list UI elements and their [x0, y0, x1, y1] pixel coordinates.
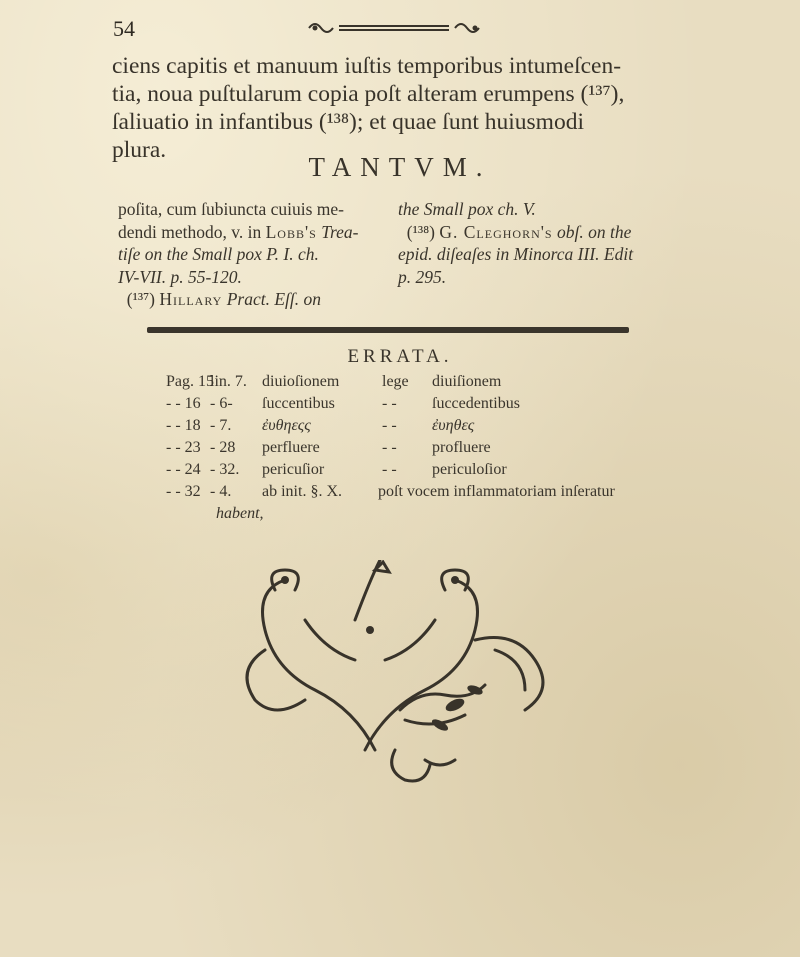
errata-wrong: diuioſionem	[262, 373, 340, 390]
errata-page: - - 18	[166, 417, 201, 434]
errata-page: - - 24	[166, 461, 201, 478]
errata-wrong: ἐυθηεςς	[262, 417, 311, 434]
errata-correct: periculoſior	[432, 461, 507, 478]
footnote-line: p. 295.	[398, 266, 447, 287]
errata-row	[166, 459, 507, 481]
errata-correct: ſuccedentibus	[432, 395, 520, 412]
errata-correct: profluere	[432, 439, 491, 456]
errata-lege: - -	[382, 439, 397, 456]
main-text-line: tia, noua puſtularum copia poſt alteram erumpens (¹³⁷),	[112, 81, 625, 107]
author-name: G. Cleghorn's	[439, 221, 553, 242]
errata-line: - 4.	[210, 483, 232, 500]
footnote-line	[118, 288, 376, 311]
page-number: 54	[113, 16, 135, 41]
footnote-marker: (¹³⁸)	[406, 221, 435, 242]
errata-wrong: ab init. §. X.	[262, 483, 342, 500]
errata-lege: - -	[382, 395, 397, 412]
errata-correct: poſt vocem inflammatoriam inſeratur	[378, 483, 615, 500]
author-name: Hillary	[159, 289, 223, 309]
errata-line: - 7.	[210, 417, 232, 434]
footnote-line	[118, 221, 376, 244]
main-text-line: ciens capitis et manuum iuſtis temporibus intumeſcen-	[112, 53, 622, 79]
errata-page: Pag. 15	[166, 373, 214, 390]
main-text-line: plura.	[112, 137, 167, 163]
errata-wrong: perfluere	[262, 439, 320, 456]
errata-row	[166, 393, 520, 415]
errata-continuation: habent,	[216, 505, 264, 522]
section-divider	[147, 327, 629, 333]
errata-line: - 28	[210, 439, 236, 456]
header-ornament-icon	[305, 18, 485, 38]
errata-lege: - -	[382, 417, 397, 434]
errata-wrong: ſuccentibus	[262, 395, 335, 412]
errata-line: lin. 7.	[210, 373, 247, 390]
footnote-line: IV-VII. p. 55-120.	[118, 266, 242, 287]
errata-row	[166, 437, 491, 459]
errata-row	[166, 371, 502, 393]
footnotes-left	[118, 198, 376, 311]
errata-correct: ἐυηθες	[432, 417, 475, 434]
errata-page: - - 23	[166, 439, 201, 456]
errata-correct: diuiſionem	[432, 373, 502, 390]
tantum-heading: TANTVM.	[308, 152, 492, 182]
footnote-line: the Small pox ch. V.	[398, 199, 536, 219]
footnote-line: tiſe on the Small pox P. I. ch.	[118, 244, 319, 264]
work-title: obſ. on the	[556, 221, 632, 242]
errata-line: - 6-	[210, 395, 233, 412]
footnotes-right	[398, 198, 670, 288]
main-text-line: ſaliuatio in infantibus (¹³⁸); et quae ſunt huiusmodi	[112, 109, 584, 135]
errata-title: ERRATA.	[347, 346, 453, 367]
main-text	[112, 52, 672, 164]
footnote-text: dendi methodo, v. in	[118, 221, 262, 242]
errata-lege: - -	[382, 461, 397, 478]
errata-page: - - 16	[166, 395, 201, 412]
footnote-line: poſita, cum ſubiuncta cuiuis me-	[118, 199, 344, 219]
errata-wrong: pericuſior	[262, 461, 325, 478]
errata-lege: lege	[382, 373, 409, 390]
vignette-ornament-icon	[225, 560, 575, 800]
author-name: Lobb's	[265, 221, 317, 242]
work-title: Trea-	[321, 221, 359, 242]
errata-row	[166, 415, 475, 437]
errata-list	[166, 371, 615, 525]
footnote-line	[398, 221, 670, 244]
work-title: Pract. Eſſ. on	[226, 289, 322, 309]
footnote-marker: (¹³⁷)	[126, 289, 155, 309]
errata-page: - - 32	[166, 483, 201, 500]
footnote-line: epid. diſeaſes in Minorca III. Edit	[398, 244, 634, 264]
errata-line: - 32.	[210, 461, 240, 478]
errata-row	[166, 481, 615, 503]
